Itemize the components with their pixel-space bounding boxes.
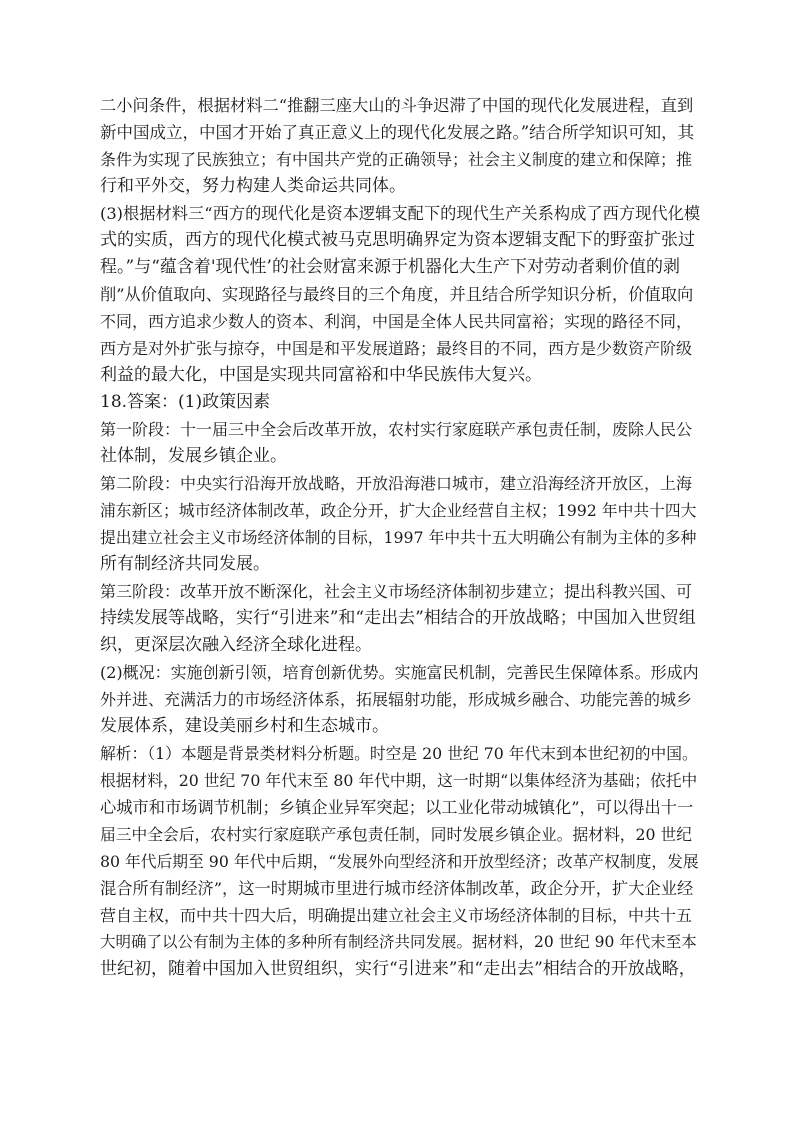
text-line: 第二阶段：中央实行沿海开放战略，开放沿海港口城市，建立沿海经济开放区，上海 — [100, 474, 693, 493]
text-line: 届三中全会后，农村实行家庭联产承包责任制，同时发展乡镇企业。据材料，20 世纪 — [100, 825, 693, 844]
text-line: 所有制经济共同发展。 — [100, 554, 270, 574]
text-line: 程。”与“蕴含着'现代性’的社会财富来源于机器化大生产下对劳动者剩价值的剥 — [100, 257, 680, 277]
text-line: 心城市和市场调节机制；乡镇企业异军突起；以工业化带动城镇化”，可以得出十一 — [100, 798, 694, 817]
text-line: (3)根据材料三“西方的现代化是资本逻辑支配下的现代生产关系构成了西方现代化模 — [100, 204, 701, 223]
text-line: 式的实质，西方的现代化模式被马克思明确界定为资本逻辑支配下的野蛮扩张过 — [100, 230, 695, 250]
text-line: 第一阶段：十一届三中全会后改革开放，农村实行家庭联产承包责任制，废除人民公 — [100, 420, 693, 439]
text-line: 外并进、充满活力的市场经济体系，拓展辐射功能，形成城乡融合、功能完善的城乡 — [100, 690, 693, 709]
text-line: 利益的最大化，中国是实现共同富裕和中华民族伟大复兴。 — [100, 365, 542, 385]
text-line: 条件为实现了民族独立；有中国共产党的正确领导；社会主义制度的建立和保障；推 — [100, 150, 693, 169]
text-line: 持续发展等战略，实行“引进来”和“走出去”相结合的开放战略；中国加入世贸组 — [100, 608, 696, 628]
text-line: 营自主权，而中共十四大后，明确提出建立社会主义市场经济体制的目标，中共十五 — [100, 906, 693, 925]
text-line: 第三阶段：改革开放不断深化，社会主义市场经济体制初步建立；提出科教兴国、可 — [100, 582, 693, 601]
answer-text-block — [100, 92, 700, 983]
text-line: 80 年代后期至 90 年代中后期，“发展外向型经济和开放型经济；改革产权制度，发展 — [100, 852, 699, 871]
text-line: 行和平外交，努力构建人类命运共同体。 — [100, 176, 406, 196]
text-line: 削”从价值取向、实现路径与最终目的三个角度，并且结合所学知识分析，价值取向 — [100, 285, 694, 304]
text-line: 浦东新区；城市经济体制改革，政企分开，扩大企业经营自主权；1992 年中共十四大 — [100, 501, 697, 520]
text-line: 根据材料，20 世纪 70 年代末至 80 年代中期，这一时期“以集体经济为基础；依托中 — [100, 771, 698, 790]
text-line: 大明确了以公有制为主体的多种所有制经济共同发展。据材料，20 世纪 90 年代末至本 — [100, 933, 697, 951]
text-line: 织，更深层次融入经济全球化进程。 — [100, 635, 372, 655]
text-line: 二小问条件，根据材料二“推翻三座大山的斗争迟滞了中国的现代化发展进程，直到 — [100, 96, 694, 115]
text-line: 发展体系，建设美丽乡村和生态城市。 — [100, 716, 389, 736]
text-line: 社体制，发展乡镇企业。 — [100, 446, 287, 466]
text-line: 不同，西方追求少数人的资本、利润，中国是全体人民共同富裕；实现的路径不同， — [100, 312, 693, 331]
text-line: 18.答案：(1)政策因素 — [100, 392, 271, 412]
text-line: 世纪初，随着中国加入世贸组织，实行“引进来”和“走出去”相结合的开放战略， — [100, 959, 696, 979]
text-line: 提出建立社会主义市场经济体制的目标，1997 年中共十五大明确公有制为主体的多种 — [100, 528, 697, 547]
text-line: 新中国成立，中国才开始了真正意义上的现代化发展之路。”结合所学知识可知，其 — [100, 123, 695, 142]
text-line: 解析：（1）本题是背景类材料分析题。时空是 20 世纪 70 年代末到本世纪初的中国。 — [100, 744, 698, 763]
text-line: 混合所有制经济”，这一时期城市里进行城市经济体制改革，政企分开，扩大企业经 — [100, 879, 694, 898]
text-line: 西方是对外扩张与掠夺，中国是和平发展道路；最终目的不同，西方是少数资产阶级 — [100, 339, 693, 358]
text-line: (2)概况：实施创新引领，培育创新优势。实施富民机制，完善民生保障体系。形成内 — [100, 663, 699, 682]
